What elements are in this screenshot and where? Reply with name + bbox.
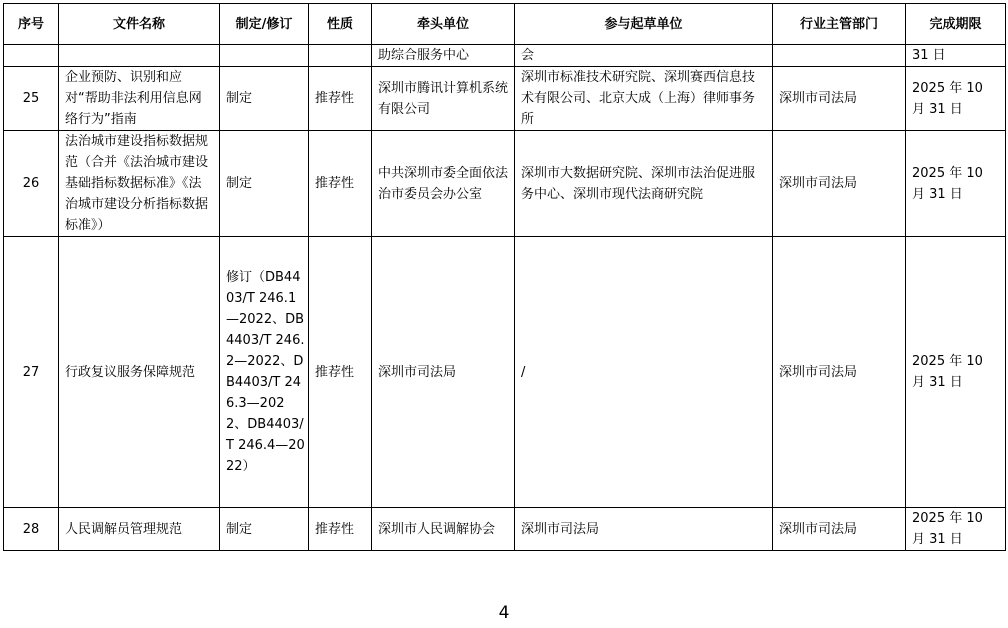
header-name: 文件名称 [59,4,220,45]
header-nature: 性质 [309,4,372,45]
cell-dept: 深圳市司法局 [773,131,906,237]
cell-name: 人民调解员管理规范 [59,508,220,551]
cell-deadline: 2025 年 10 月 31 日 [906,508,1006,551]
header-type: 制定/修订 [220,4,309,45]
cell-type: 制定 [220,508,309,551]
cell-lead: 助综合服务中心 [372,45,515,67]
cell-dept: 深圳市司法局 [773,237,906,508]
cell-lead: 中共深圳市委全面依法治市委员会办公室 [372,131,515,237]
cell-participants: / [515,237,773,508]
cell-no: 27 [4,237,59,508]
cell-no [4,45,59,67]
page-number: 4 [498,603,510,623]
cell-deadline: 2025 年 10 月 31 日 [906,131,1006,237]
header-participants: 参与起草单位 [515,4,773,45]
cell-dept: 深圳市司法局 [773,67,906,131]
cell-name: 企业预防、识别和应对“帮助非法利用信息网络行为”指南 [59,67,220,131]
cell-type [220,45,309,67]
table-row [4,131,1006,237]
cell-dept: 深圳市司法局 [773,508,906,551]
table-row [4,508,1006,551]
cell-participants: 深圳市大数据研究院、深圳市法治促进服务中心、深圳市现代法商研究院 [515,131,773,237]
header-no: 序号 [4,4,59,45]
cell-participants: 深圳市标准技术研究院、深圳赛西信息技术有限公司、北京大成（上海）律师事务所 [515,67,773,131]
cell-participants: 深圳市司法局 [515,508,773,551]
cell-lead: 深圳市腾讯计算机系统有限公司 [372,67,515,131]
cell-nature: 推荐性 [309,67,372,131]
cell-dept [773,45,906,67]
table-row-continued [4,45,1006,67]
cell-nature: 推荐性 [309,237,372,508]
table-row [4,237,1006,508]
cell-no: 26 [4,131,59,237]
cell-name: 行政复议服务保障规范 [59,237,220,508]
cell-nature: 推荐性 [309,131,372,237]
cell-no: 25 [4,67,59,131]
cell-name [59,45,220,67]
cell-nature [309,45,372,67]
header-dept: 行业主管部门 [773,4,906,45]
cell-lead: 深圳市人民调解协会 [372,508,515,551]
cell-deadline: 31 日 [906,45,1006,67]
standards-table [3,3,1006,551]
cell-lead: 深圳市司法局 [372,237,515,508]
cell-type: 制定 [220,131,309,237]
cell-name: 法治城市建设指标数据规范（合并《法治城市建设基础指标数据标准》《法治城市建设分析指标数据标准》） [59,131,220,237]
cell-type: 制定 [220,67,309,131]
header-lead: 牵头单位 [372,4,515,45]
cell-no: 28 [4,508,59,551]
cell-deadline: 2025 年 10 月 31 日 [906,67,1006,131]
table-row [4,67,1006,131]
table-header-row [4,4,1006,45]
cell-deadline: 2025 年 10 月 31 日 [906,237,1006,508]
header-deadline: 完成期限 [906,4,1006,45]
cell-type: 修订（DB4403/T 246.1—2022、DB4403/T 246.2—2022、DB4403/T 246.3—2022、DB4403/T 246.4—2022） [220,237,309,508]
cell-participants: 会 [515,45,773,67]
cell-nature: 推荐性 [309,508,372,551]
